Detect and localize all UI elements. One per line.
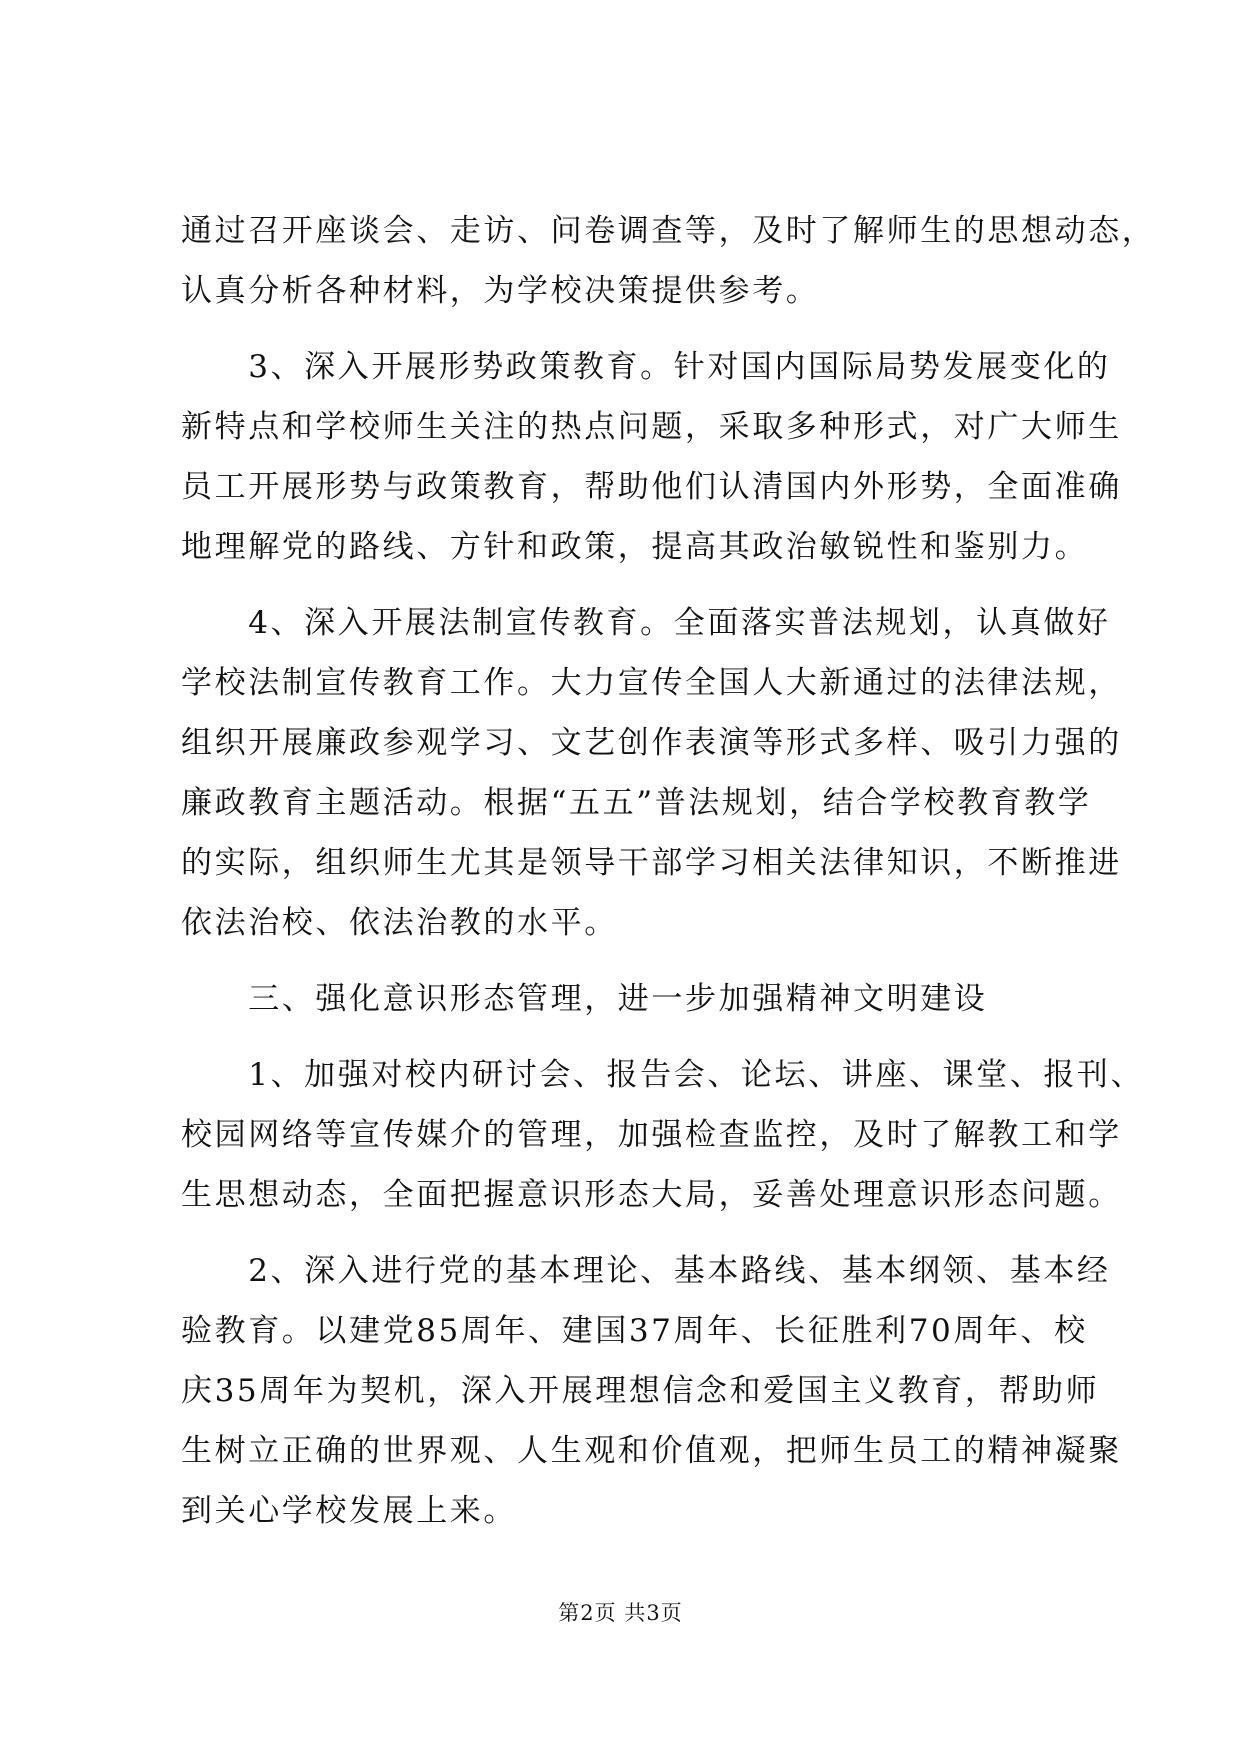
text-line: 认真分析各种材料，为学校决策提供参考。 <box>181 273 820 309</box>
text-line: 2、深入进行党的基本理论、基本路线、基本纲领、基本经 <box>181 1253 1111 1289</box>
section-heading: 三、强化意识形态管理，进一步加强精神文明建设 <box>181 981 988 1017</box>
text-line: 3、深入开展形势政策教育。针对国内国际局势发展变化的 <box>181 349 1111 385</box>
text-line: 依法治校、依法治教的水平。 <box>181 905 618 941</box>
text-line: 到关心学校发展上来。 <box>181 1493 517 1529</box>
text-line: 组织开展廉政参观学习、文艺创作表演等形式多样、吸引力强的 <box>181 725 1122 761</box>
text-line: 的实际，组织师生尤其是领导干部学习相关法律知识，不断推进 <box>181 845 1122 881</box>
text-line: 校园网络等宣传媒介的管理，加强检查监控，及时了解教工和学 <box>181 1117 1122 1153</box>
text-line: 廉政教育主题活动。根据“五五”普法规划，结合学校教育教学 <box>181 785 1092 821</box>
text-line: 1、加强对校内研讨会、报告会、论坛、讲座、课堂、报刊、 <box>181 1057 1145 1093</box>
text-line: 生树立正确的世界观、人生观和价值观，把师生员工的精神凝聚 <box>181 1433 1122 1469</box>
text-line: 生思想动态，全面把握意识形态大局，妥善处理意识形态问题。 <box>181 1177 1122 1213</box>
text-line: 地理解党的路线、方针和政策，提高其政治敏锐性和鉴别力。 <box>181 529 1089 565</box>
text-line: 新特点和学校师生关注的热点问题，采取多种形式，对广大师生 <box>181 409 1122 445</box>
text-line: 通过召开座谈会、走访、问卷调查等，及时了解师生的思想动态， <box>181 213 1156 249</box>
text-line: 庆35周年为契机，深入开展理想信念和爱国主义教育，帮助师 <box>181 1373 1100 1409</box>
text-line: 4、深入开展法制宣传教育。全面落实普法规划，认真做好 <box>181 605 1111 641</box>
text-line: 学校法制宣传教育工作。大力宣传全国人大新通过的法律法规， <box>181 665 1122 701</box>
text-line: 员工开展形势与政策教育，帮助他们认清国内外形势，全面准确 <box>181 469 1122 505</box>
page-number-footer: 第2页 共3页 <box>558 1601 683 1625</box>
text-line: 验教育。以建党85周年、建国37周年、长征胜利70周年、校 <box>181 1313 1088 1349</box>
